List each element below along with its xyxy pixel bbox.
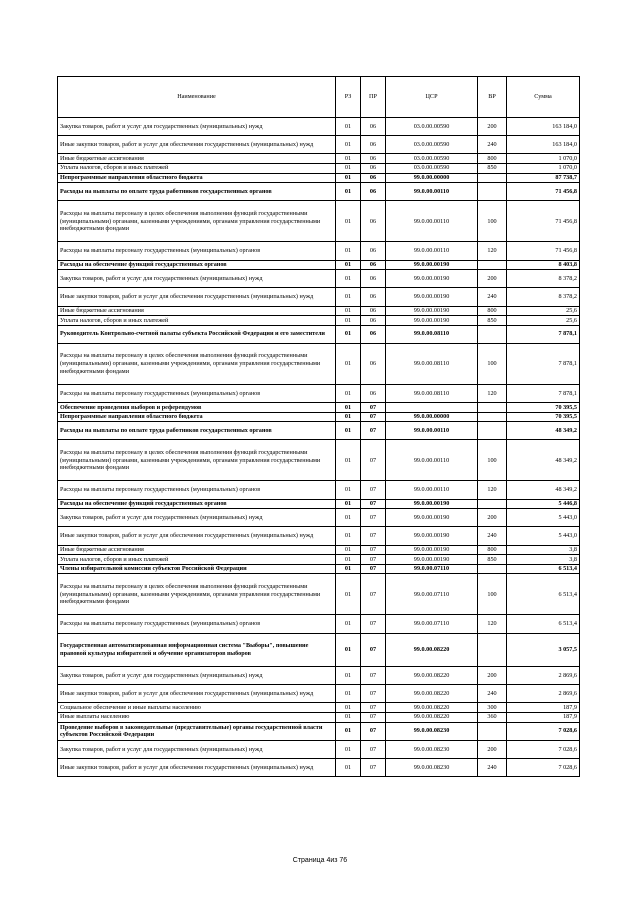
table-row	[58, 412, 580, 422]
cell-csr: 99.0.00.07110	[386, 615, 478, 633]
cell-rz: 01	[336, 403, 361, 413]
cell-vr: 200	[478, 118, 507, 136]
table-row	[58, 384, 580, 402]
cell-csr: 99.0.00.00190	[386, 527, 478, 545]
table-row	[58, 666, 580, 684]
cell-csr: 99.0.00.08110	[386, 384, 478, 402]
cell-vr	[478, 499, 507, 509]
cell-csr: 99.0.00.08220	[386, 712, 478, 722]
cell-name: Иные бюджетные ассигнования	[58, 306, 336, 316]
table-row	[58, 260, 580, 270]
cell-name: Расходы на выплаты персоналу государственных (муниципальных) органов	[58, 481, 336, 499]
table-row	[58, 270, 580, 288]
cell-sum: 7 878,1	[507, 343, 580, 384]
table-row	[58, 163, 580, 173]
cell-rz: 01	[336, 306, 361, 316]
cell-csr: 99.0.00.07110	[386, 564, 478, 574]
cell-rz: 01	[336, 288, 361, 306]
cell-sum: 48 349,2	[507, 481, 580, 499]
cell-csr: 99.0.00.00110	[386, 183, 478, 201]
cell-pr: 07	[361, 440, 386, 481]
cell-name: Расходы на обеспечение функций государственных органов	[58, 499, 336, 509]
header-csr: ЦСР	[386, 77, 478, 118]
cell-name: Расходы на выплаты персоналу государственных (муниципальных) органов	[58, 242, 336, 260]
cell-rz: 01	[336, 527, 361, 545]
cell-sum: 3 057,5	[507, 633, 580, 666]
cell-name: Иные закупки товаров, работ и услуг для обеспечения государственных (муниципальных) нужд	[58, 758, 336, 776]
cell-csr: 99.0.00.00110	[386, 201, 478, 242]
table-row	[58, 403, 580, 413]
cell-rz: 01	[336, 509, 361, 527]
cell-vr: 240	[478, 758, 507, 776]
cell-sum: 187,9	[507, 703, 580, 713]
cell-pr: 07	[361, 499, 386, 509]
cell-pr: 07	[361, 403, 386, 413]
table-row	[58, 325, 580, 343]
cell-csr: 99.0.00.00110	[386, 422, 478, 440]
cell-rz: 01	[336, 154, 361, 164]
table-row	[58, 685, 580, 703]
table-row	[58, 574, 580, 615]
cell-vr: 360	[478, 712, 507, 722]
table-row	[58, 481, 580, 499]
cell-pr: 07	[361, 412, 386, 422]
cell-name: Расходы на выплаты по оплате труда работников государственных органов	[58, 422, 336, 440]
cell-name: Иные бюджетные ассигнования	[58, 545, 336, 555]
cell-name: Закупка товаров, работ и услуг для государственных (муниципальных) нужд	[58, 509, 336, 527]
cell-vr: 120	[478, 242, 507, 260]
cell-csr: 03.0.00.00590	[386, 136, 478, 154]
cell-vr: 850	[478, 555, 507, 565]
cell-rz: 01	[336, 343, 361, 384]
cell-pr: 06	[361, 118, 386, 136]
cell-rz: 01	[336, 722, 361, 740]
table-row	[58, 306, 580, 316]
cell-vr: 850	[478, 163, 507, 173]
cell-csr: 99.0.00.00190	[386, 499, 478, 509]
cell-rz: 01	[336, 758, 361, 776]
table-row	[58, 183, 580, 201]
cell-vr: 200	[478, 740, 507, 758]
cell-sum: 71 456,8	[507, 242, 580, 260]
page-number: Страница 4из 76	[292, 857, 348, 864]
cell-sum: 1 070,0	[507, 154, 580, 164]
table-row	[58, 527, 580, 545]
cell-sum: 2 869,6	[507, 685, 580, 703]
cell-name: Расходы на выплаты персоналу в целях обеспечения выполнения функций государственными (муниципальными) органами, казенными учреждениями, органами управления государственными внебюджетными фондами	[58, 574, 336, 615]
table-row	[58, 343, 580, 384]
cell-sum: 7 878,1	[507, 325, 580, 343]
cell-name: Непрограммные направления областного бюджета	[58, 412, 336, 422]
cell-name: Расходы на выплаты персоналу в целях обеспечения выполнения функций государственными (муниципальными) органами, казенными учреждениями, органами управления государственными внебюджетными фондами	[58, 201, 336, 242]
cell-csr: 99.0.00.00190	[386, 270, 478, 288]
cell-csr: 99.0.00.00110	[386, 440, 478, 481]
cell-name: Расходы на выплаты по оплате труда работников государственных органов	[58, 183, 336, 201]
cell-csr: 99.0.00.08230	[386, 722, 478, 740]
table-body	[58, 118, 580, 777]
cell-rz: 01	[336, 384, 361, 402]
cell-pr: 07	[361, 615, 386, 633]
cell-vr: 800	[478, 545, 507, 555]
cell-rz: 01	[336, 136, 361, 154]
cell-vr: 300	[478, 703, 507, 713]
cell-name: Обеспечение проведения выборов и референдумов	[58, 403, 336, 413]
cell-pr: 07	[361, 758, 386, 776]
cell-name: Иные закупки товаров, работ и услуг для обеспечения государственных (муниципальных) нужд	[58, 685, 336, 703]
table-row	[58, 740, 580, 758]
cell-csr: 03.0.00.00590	[386, 118, 478, 136]
cell-vr: 240	[478, 527, 507, 545]
cell-rz: 01	[336, 260, 361, 270]
table-row	[58, 499, 580, 509]
header-sum: Сумма	[507, 77, 580, 118]
cell-name: Руководитель Контрольно-счетной палаты субъекта Российской Федерации и его заместители	[58, 325, 336, 343]
cell-csr: 99.0.00.00000	[386, 173, 478, 183]
cell-rz: 01	[336, 615, 361, 633]
header-rz: РЗ	[336, 77, 361, 118]
cell-csr: 99.0.00.08220	[386, 703, 478, 713]
cell-rz: 01	[336, 316, 361, 326]
cell-name: Расходы на выплаты персоналу в целях обеспечения выполнения функций государственными (муниципальными) органами, казенными учреждениями, органами управления государственными внебюджетными фондами	[58, 440, 336, 481]
cell-sum: 5 446,8	[507, 499, 580, 509]
cell-name: Расходы на обеспечение функций государственных органов	[58, 260, 336, 270]
cell-rz: 01	[336, 422, 361, 440]
cell-pr: 06	[361, 384, 386, 402]
cell-sum: 8 378,2	[507, 288, 580, 306]
cell-sum: 2 869,6	[507, 666, 580, 684]
cell-sum: 7 028,6	[507, 722, 580, 740]
cell-vr	[478, 325, 507, 343]
cell-csr: 03.0.00.00590	[386, 154, 478, 164]
table-row	[58, 173, 580, 183]
cell-csr: 99.0.00.00190	[386, 316, 478, 326]
cell-vr: 850	[478, 316, 507, 326]
cell-pr: 07	[361, 666, 386, 684]
cell-pr: 07	[361, 685, 386, 703]
cell-vr: 100	[478, 343, 507, 384]
cell-pr: 07	[361, 481, 386, 499]
cell-name: Проведение выборов в законодательные (представительные) органы государственной власти субъектов Российской Федерации	[58, 722, 336, 740]
cell-vr	[478, 722, 507, 740]
cell-pr: 06	[361, 183, 386, 201]
cell-pr: 06	[361, 306, 386, 316]
cell-sum: 25,6	[507, 316, 580, 326]
cell-rz: 01	[336, 118, 361, 136]
cell-vr: 240	[478, 685, 507, 703]
cell-rz: 01	[336, 740, 361, 758]
cell-rz: 01	[336, 703, 361, 713]
table-row	[58, 422, 580, 440]
cell-rz: 01	[336, 633, 361, 666]
cell-rz: 01	[336, 183, 361, 201]
cell-pr: 06	[361, 173, 386, 183]
cell-name: Иные закупки товаров, работ и услуг для обеспечения государственных (муниципальных) нужд	[58, 527, 336, 545]
table-row	[58, 509, 580, 527]
table-row	[58, 703, 580, 713]
cell-vr: 120	[478, 384, 507, 402]
cell-name: Социальное обеспечение и иные выплаты населению	[58, 703, 336, 713]
cell-vr: 200	[478, 509, 507, 527]
table-row	[58, 154, 580, 164]
cell-vr	[478, 564, 507, 574]
cell-pr: 07	[361, 703, 386, 713]
cell-pr: 07	[361, 422, 386, 440]
cell-rz: 01	[336, 270, 361, 288]
cell-sum: 87 738,7	[507, 173, 580, 183]
table-row	[58, 758, 580, 776]
cell-vr	[478, 260, 507, 270]
cell-name: Уплата налогов, сборов и иных платежей	[58, 555, 336, 565]
cell-csr	[386, 403, 478, 413]
table-row	[58, 118, 580, 136]
cell-sum: 5 443,0	[507, 527, 580, 545]
cell-vr: 200	[478, 666, 507, 684]
cell-csr: 99.0.00.08110	[386, 325, 478, 343]
cell-name: Государственная автоматизированная информационная система "Выборы", повышение правовой культуры избирателей и обучение организаторов выборов	[58, 633, 336, 666]
cell-pr: 07	[361, 555, 386, 565]
table-row	[58, 555, 580, 565]
cell-pr: 07	[361, 633, 386, 666]
header-vr: ВР	[478, 77, 507, 118]
table-row	[58, 316, 580, 326]
cell-sum: 71 456,8	[507, 183, 580, 201]
cell-vr: 800	[478, 306, 507, 316]
cell-pr: 07	[361, 527, 386, 545]
cell-pr: 07	[361, 574, 386, 615]
cell-csr: 99.0.00.08220	[386, 633, 478, 666]
cell-vr	[478, 412, 507, 422]
cell-sum: 7 028,6	[507, 740, 580, 758]
table-row	[58, 136, 580, 154]
cell-pr: 06	[361, 136, 386, 154]
cell-csr: 99.0.00.08220	[386, 685, 478, 703]
cell-csr: 99.0.00.00190	[386, 509, 478, 527]
cell-pr: 07	[361, 712, 386, 722]
cell-csr: 99.0.00.00190	[386, 260, 478, 270]
cell-rz: 01	[336, 666, 361, 684]
cell-name: Уплата налогов, сборов и иных платежей	[58, 163, 336, 173]
cell-vr: 100	[478, 440, 507, 481]
cell-sum: 5 443,0	[507, 509, 580, 527]
cell-pr: 06	[361, 316, 386, 326]
table-header-row	[58, 77, 580, 118]
cell-name: Расходы на выплаты персоналу государственных (муниципальных) органов	[58, 384, 336, 402]
cell-vr: 800	[478, 154, 507, 164]
cell-sum: 7 878,1	[507, 384, 580, 402]
cell-rz: 01	[336, 325, 361, 343]
cell-sum: 8 378,2	[507, 270, 580, 288]
cell-name: Закупка товаров, работ и услуг для государственных (муниципальных) нужд	[58, 118, 336, 136]
cell-vr: 240	[478, 288, 507, 306]
cell-vr	[478, 183, 507, 201]
cell-name: Закупка товаров, работ и услуг для государственных (муниципальных) нужд	[58, 270, 336, 288]
cell-csr: 99.0.00.00110	[386, 481, 478, 499]
cell-pr: 07	[361, 509, 386, 527]
cell-sum: 163 184,0	[507, 118, 580, 136]
cell-rz: 01	[336, 242, 361, 260]
cell-sum: 6 513,4	[507, 564, 580, 574]
cell-sum: 3,8	[507, 555, 580, 565]
cell-name: Уплата налогов, сборов и иных платежей	[58, 316, 336, 326]
cell-csr: 99.0.00.08230	[386, 740, 478, 758]
cell-pr: 07	[361, 564, 386, 574]
cell-pr: 07	[361, 545, 386, 555]
cell-sum: 1 070,0	[507, 163, 580, 173]
cell-vr	[478, 633, 507, 666]
cell-name: Иные закупки товаров, работ и услуг для обеспечения государственных (муниципальных) нужд	[58, 288, 336, 306]
cell-rz: 01	[336, 555, 361, 565]
table-row	[58, 712, 580, 722]
cell-rz: 01	[336, 163, 361, 173]
cell-vr: 120	[478, 615, 507, 633]
table-row	[58, 564, 580, 574]
cell-csr: 99.0.00.00190	[386, 306, 478, 316]
cell-sum: 3,8	[507, 545, 580, 555]
cell-pr: 06	[361, 242, 386, 260]
budget-document-page	[57, 76, 579, 777]
cell-name: Иные бюджетные ассигнования	[58, 154, 336, 164]
table-row	[58, 545, 580, 555]
cell-name: Члены избирательной комиссии субъектов Российской Федерации	[58, 564, 336, 574]
cell-csr: 99.0.00.00110	[386, 242, 478, 260]
cell-pr: 06	[361, 270, 386, 288]
cell-rz: 01	[336, 481, 361, 499]
table-row	[58, 201, 580, 242]
cell-pr: 06	[361, 288, 386, 306]
cell-rz: 01	[336, 440, 361, 481]
cell-sum: 187,9	[507, 712, 580, 722]
budget-table	[57, 76, 580, 777]
cell-name: Закупка товаров, работ и услуг для государственных (муниципальных) нужд	[58, 666, 336, 684]
cell-rz: 01	[336, 564, 361, 574]
cell-sum: 70 395,5	[507, 403, 580, 413]
table-row	[58, 288, 580, 306]
header-name: Наименование	[58, 77, 336, 118]
cell-pr: 06	[361, 201, 386, 242]
table-row	[58, 722, 580, 740]
cell-name: Непрограммные направления областного бюджета	[58, 173, 336, 183]
cell-rz: 01	[336, 201, 361, 242]
cell-sum: 48 349,2	[507, 440, 580, 481]
cell-pr: 07	[361, 722, 386, 740]
cell-sum: 163 184,0	[507, 136, 580, 154]
cell-vr	[478, 403, 507, 413]
cell-rz: 01	[336, 712, 361, 722]
header-pr: ПР	[361, 77, 386, 118]
cell-rz: 01	[336, 545, 361, 555]
cell-csr: 99.0.00.07110	[386, 574, 478, 615]
table-row	[58, 242, 580, 260]
cell-rz: 01	[336, 173, 361, 183]
cell-pr: 06	[361, 163, 386, 173]
cell-vr	[478, 422, 507, 440]
cell-vr: 120	[478, 481, 507, 499]
cell-sum: 8 403,8	[507, 260, 580, 270]
cell-csr: 99.0.00.00190	[386, 545, 478, 555]
cell-rz: 01	[336, 685, 361, 703]
cell-pr: 06	[361, 260, 386, 270]
cell-name: Иные закупки товаров, работ и услуг для обеспечения государственных (муниципальных) нужд	[58, 136, 336, 154]
cell-sum: 6 513,4	[507, 615, 580, 633]
cell-pr: 07	[361, 740, 386, 758]
cell-vr: 200	[478, 270, 507, 288]
cell-name: Закупка товаров, работ и услуг для государственных (муниципальных) нужд	[58, 740, 336, 758]
cell-rz: 01	[336, 574, 361, 615]
cell-sum: 70 395,5	[507, 412, 580, 422]
cell-csr: 99.0.00.00190	[386, 555, 478, 565]
cell-vr: 240	[478, 136, 507, 154]
cell-vr	[478, 173, 507, 183]
cell-rz: 01	[336, 499, 361, 509]
cell-sum: 48 349,2	[507, 422, 580, 440]
cell-pr: 06	[361, 325, 386, 343]
cell-vr: 100	[478, 201, 507, 242]
table-row	[58, 440, 580, 481]
cell-csr: 99.0.00.00000	[386, 412, 478, 422]
table-row	[58, 633, 580, 666]
cell-csr: 03.0.00.00590	[386, 163, 478, 173]
cell-sum: 25,6	[507, 306, 580, 316]
table-row	[58, 615, 580, 633]
cell-sum: 6 513,4	[507, 574, 580, 615]
cell-csr: 99.0.00.08220	[386, 666, 478, 684]
cell-sum: 71 456,8	[507, 201, 580, 242]
cell-pr: 06	[361, 154, 386, 164]
cell-vr: 100	[478, 574, 507, 615]
cell-name: Расходы на выплаты персоналу в целях обеспечения выполнения функций государственными (муниципальными) органами, казенными учреждениями, органами управления государственными внебюджетными фондами	[58, 343, 336, 384]
cell-csr: 99.0.00.08230	[386, 758, 478, 776]
cell-name: Иные выплаты населению	[58, 712, 336, 722]
cell-csr: 99.0.00.00190	[386, 288, 478, 306]
cell-name: Расходы на выплаты персоналу государственных (муниципальных) органов	[58, 615, 336, 633]
cell-csr: 99.0.00.08110	[386, 343, 478, 384]
cell-sum: 7 028,6	[507, 758, 580, 776]
cell-rz: 01	[336, 412, 361, 422]
cell-pr: 06	[361, 343, 386, 384]
